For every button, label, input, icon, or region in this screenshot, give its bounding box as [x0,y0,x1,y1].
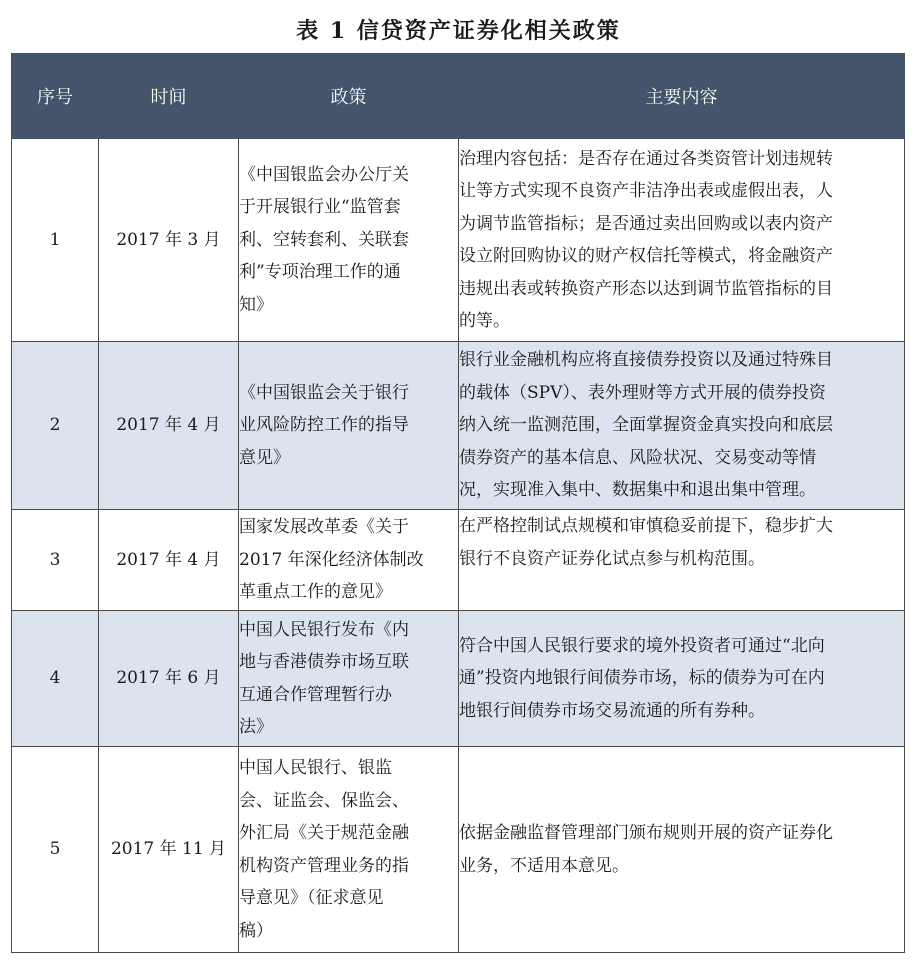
header-policy: 政策 [239,54,459,139]
table-row [12,747,905,953]
row-date: 2017 年 6 月 [99,611,239,747]
row-content: 依据金融监督管理部门颁布规则开展的资产证券化 业务，不适用本意见。 [459,747,905,953]
header-row [12,54,905,139]
table-caption: 表 1 信贷资产证券化相关政策 [296,18,621,44]
policy-table [11,53,905,953]
row-policy: 中国人民银行、银监 会、证监会、保监会、 外汇局《关于规范金融 机构资产管理业务的指 导意见》（征求意见 稿） [239,747,459,953]
table-row [12,342,905,510]
row-index: 2 [12,342,99,510]
row-policy: 中国人民银行发布《内 地与香港债券市场互联 互通合作管理暂行办 法》 [239,611,459,747]
row-content: 银行业金融机构应将直接债券投资以及通过特殊目 的载体（SPV）、表外理财等方式开展的债券投资 纳入统一监测范围，全面掌握资金真实投向和底层 债券资产的基本信息、风险状况、交易变动等情 况，实现准入集中、数据集中和退出集中管理。 [459,342,905,510]
table-row [12,611,905,747]
row-content: 在严格控制试点规模和审慎稳妥前提下，稳步扩大 银行不良资产证券化试点参与机构范围。 [459,510,905,611]
header-content: 主要内容 [459,54,905,139]
row-content: 治理内容包括：是否存在通过各类资管计划违规转 让等方式实现不良资产非洁净出表或虚假出表，人 为调节监管指标；是否通过卖出回购或以表内资产 设立附回购协议的财产权信托等模式，将金融资产 违规出表或转换资产形态以达到调节监管指标的目 的等。 [459,139,905,342]
row-date: 2017 年 3 月 [99,139,239,342]
row-policy: 《中国银监会关于银行 业风险防控工作的指导 意见》 [239,342,459,510]
row-date: 2017 年 4 月 [99,342,239,510]
row-date: 2017 年 11 月 [99,747,239,953]
row-date: 2017 年 4 月 [99,510,239,611]
table-row [12,510,905,611]
row-policy: 国家发展改革委《关于 2017 年深化经济体制改 革重点工作的意见》 [239,510,459,611]
row-index: 1 [12,139,99,342]
header-index: 序号 [12,54,99,139]
row-index: 3 [12,510,99,611]
row-policy: 《中国银监会办公厅关 于开展银行业“监管套 利、空转套利、关联套 利”专项治理工作的通 知》 [239,139,459,342]
table-row [12,139,905,342]
row-index: 4 [12,611,99,747]
row-content: 符合中国人民银行要求的境外投资者可通过“北向 通”投资内地银行间债券市场，标的债券为可在内 地银行间债券市场交易流通的所有券种。 [459,611,905,747]
row-index: 5 [12,747,99,953]
header-date: 时间 [99,54,239,139]
